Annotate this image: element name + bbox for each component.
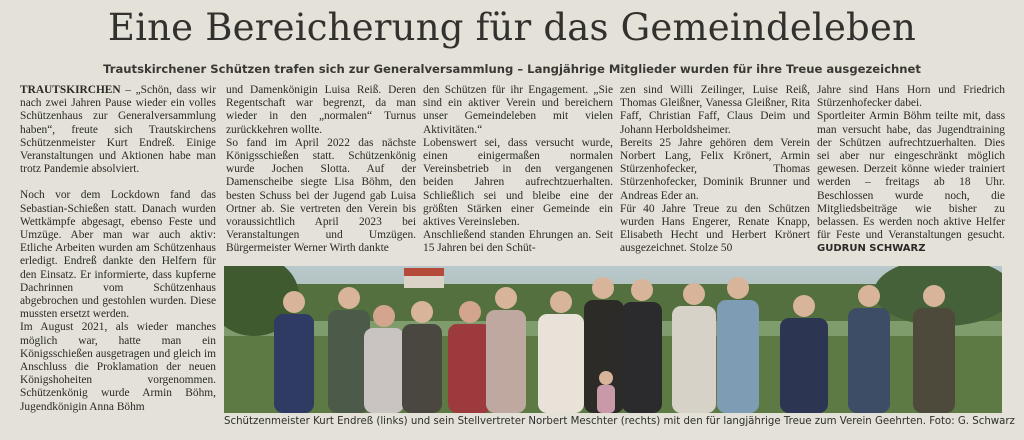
paragraph: Für 40 Jahre Treue zu den Schützen wurden Hans Engerer, Renate Knapp, Elisabeth Hecht und Herbert Krönert ausgezeichnet. Stolze 50	[620, 202, 810, 255]
article-column-3	[423, 84, 613, 256]
paragraph: den Schützen für ihr Engagement. „Sie sind ein aktiver Verein und bereichern unser Gemeindeleben mit vielen Aktivitäten.“	[423, 84, 613, 136]
paragraph: Lobenswert sei, dass versucht wurde, einen einigermaßen normalen Vereinsbetrieb in den vergangenen beiden Jahren aufrechtzuerhalten. Schließlich sei und bleibe eine der größten Stärken einer Gemeinde ein aktives Vereinsleben.	[423, 136, 613, 229]
paragraph: Bereits 25 Jahre gehören dem Verein Norbert Lang, Felix Krönert, Armin Stürzenhofecker, Thomas Stürzenhofecker, Dominik Brunner und Andreas Eder an.	[620, 136, 810, 202]
paragraph: und Damenkönigin Luisa Reiß. Deren Regentschaft war begrenzt, da man wieder in den „normalen“ Turnus zurückkehren wollte.	[226, 84, 416, 136]
paragraph: zen sind Willi Zeilinger, Luise Reiß, Thomas Gleißner, Vanessa Gleißner, Rita Faff, Christian Faff, Claus Deim und Johann Herboldsheimer.	[620, 84, 810, 136]
paragraph: Noch vor dem Lockdown fand das Sebastian-Schießen statt. Danach wurden Wettkämpfe abgesagt, ebenso Feste und Umzüge. Aber man war auch aktiv: Etliche Arbeiten wurden am Schützenhaus erledigt. Endreß dankte den Helfern für den Einsatz. Er informierte, dass kupferne Dachrinnen vom Schützenhaus abgebrochen und gestohlen wurden. Diese mussten ersetzt werden.	[20, 189, 216, 321]
paragraph: Anschließend standen Ehrungen an. Seit 15 Jahren bei den Schüt-	[423, 229, 613, 255]
dateline: TRAUTSKIRCHEN	[20, 84, 121, 96]
author-byline: GUDRUN SCHWARZ	[817, 243, 926, 255]
paragraph: TRAUTSKIRCHEN – „Schön, dass wir nach zwei Jahren Pause wieder ein volles Schützenhaus zur Generalversammlung haben“, freute sich Trautskirchens Schützenmeister Kurt Endreß. Einige Veranstaltungen und Aktionen habe man trotz Pandemie absolviert.	[20, 84, 216, 176]
article-column-5	[817, 84, 1005, 256]
subheadline: Trautskirchener Schützen trafen sich zur Generalversammlung – Langjährige Mitglieder wurden für ihre Treue ausgezeichnet	[103, 62, 921, 76]
article-column-1	[20, 84, 216, 414]
group-photo	[224, 266, 1002, 413]
article-column-2	[226, 84, 416, 256]
paragraph: Sportleiter Armin Böhm teilte mit, dass man versucht habe, das Jugendtraining der Schützen aufrechtzuerhalten. Dies sei aber nur eingeschränkt möglich gewesen. Derzeit könne wieder trainiert werden – freitags ab 18 Uhr. Beschlossen wurde noch, die Mitgliedsbeiträge wie bisher zu belassen. Es werden noch aktive Helfer für Feste und Veranstaltungen gesucht. GUDRUN SCHWARZ	[817, 110, 1005, 255]
article-column-4	[620, 84, 810, 256]
paragraph: Im August 2021, als wieder manches möglich war, hatte man ein Königsschießen ausgetragen und gleich im Anschluss die Proklamation der neuen Königshoheiten vorgenommen. Schützenkönig wurde Armin Böhm, Jugendkönigin Anna Böhm	[20, 321, 216, 413]
photo-credit: Foto: G. Schwarz	[929, 416, 1015, 427]
group-photo-illustration	[224, 266, 1002, 413]
headline: Eine Bereicherung für das Gemeindeleben	[107, 6, 917, 49]
paragraph: Jahre sind Hans Horn und Friedrich Stürzenhofecker dabei.	[817, 84, 1005, 110]
paragraph: So fand im April 2022 das nächste Königsschießen statt. Schützenkönig wurde Jochen Slotta. Auf der Damenscheibe siegte Lisa Böhm, den besten Schuss bei der Jugend gab Luisa Ortner ab. Sie vertreten den Verein bis voraussichtlich April 2023 bei Veranstaltungen und Umzügen. Bürgermeister Werner Wirth dankte	[226, 136, 416, 255]
photo-caption: Schützenmeister Kurt Endreß (links) und sein Stellvertreter Norbert Meschter (rechts) mit den für langjährige Treue zum Verein Geehrten. Foto: G. Schwarz	[224, 416, 1015, 427]
